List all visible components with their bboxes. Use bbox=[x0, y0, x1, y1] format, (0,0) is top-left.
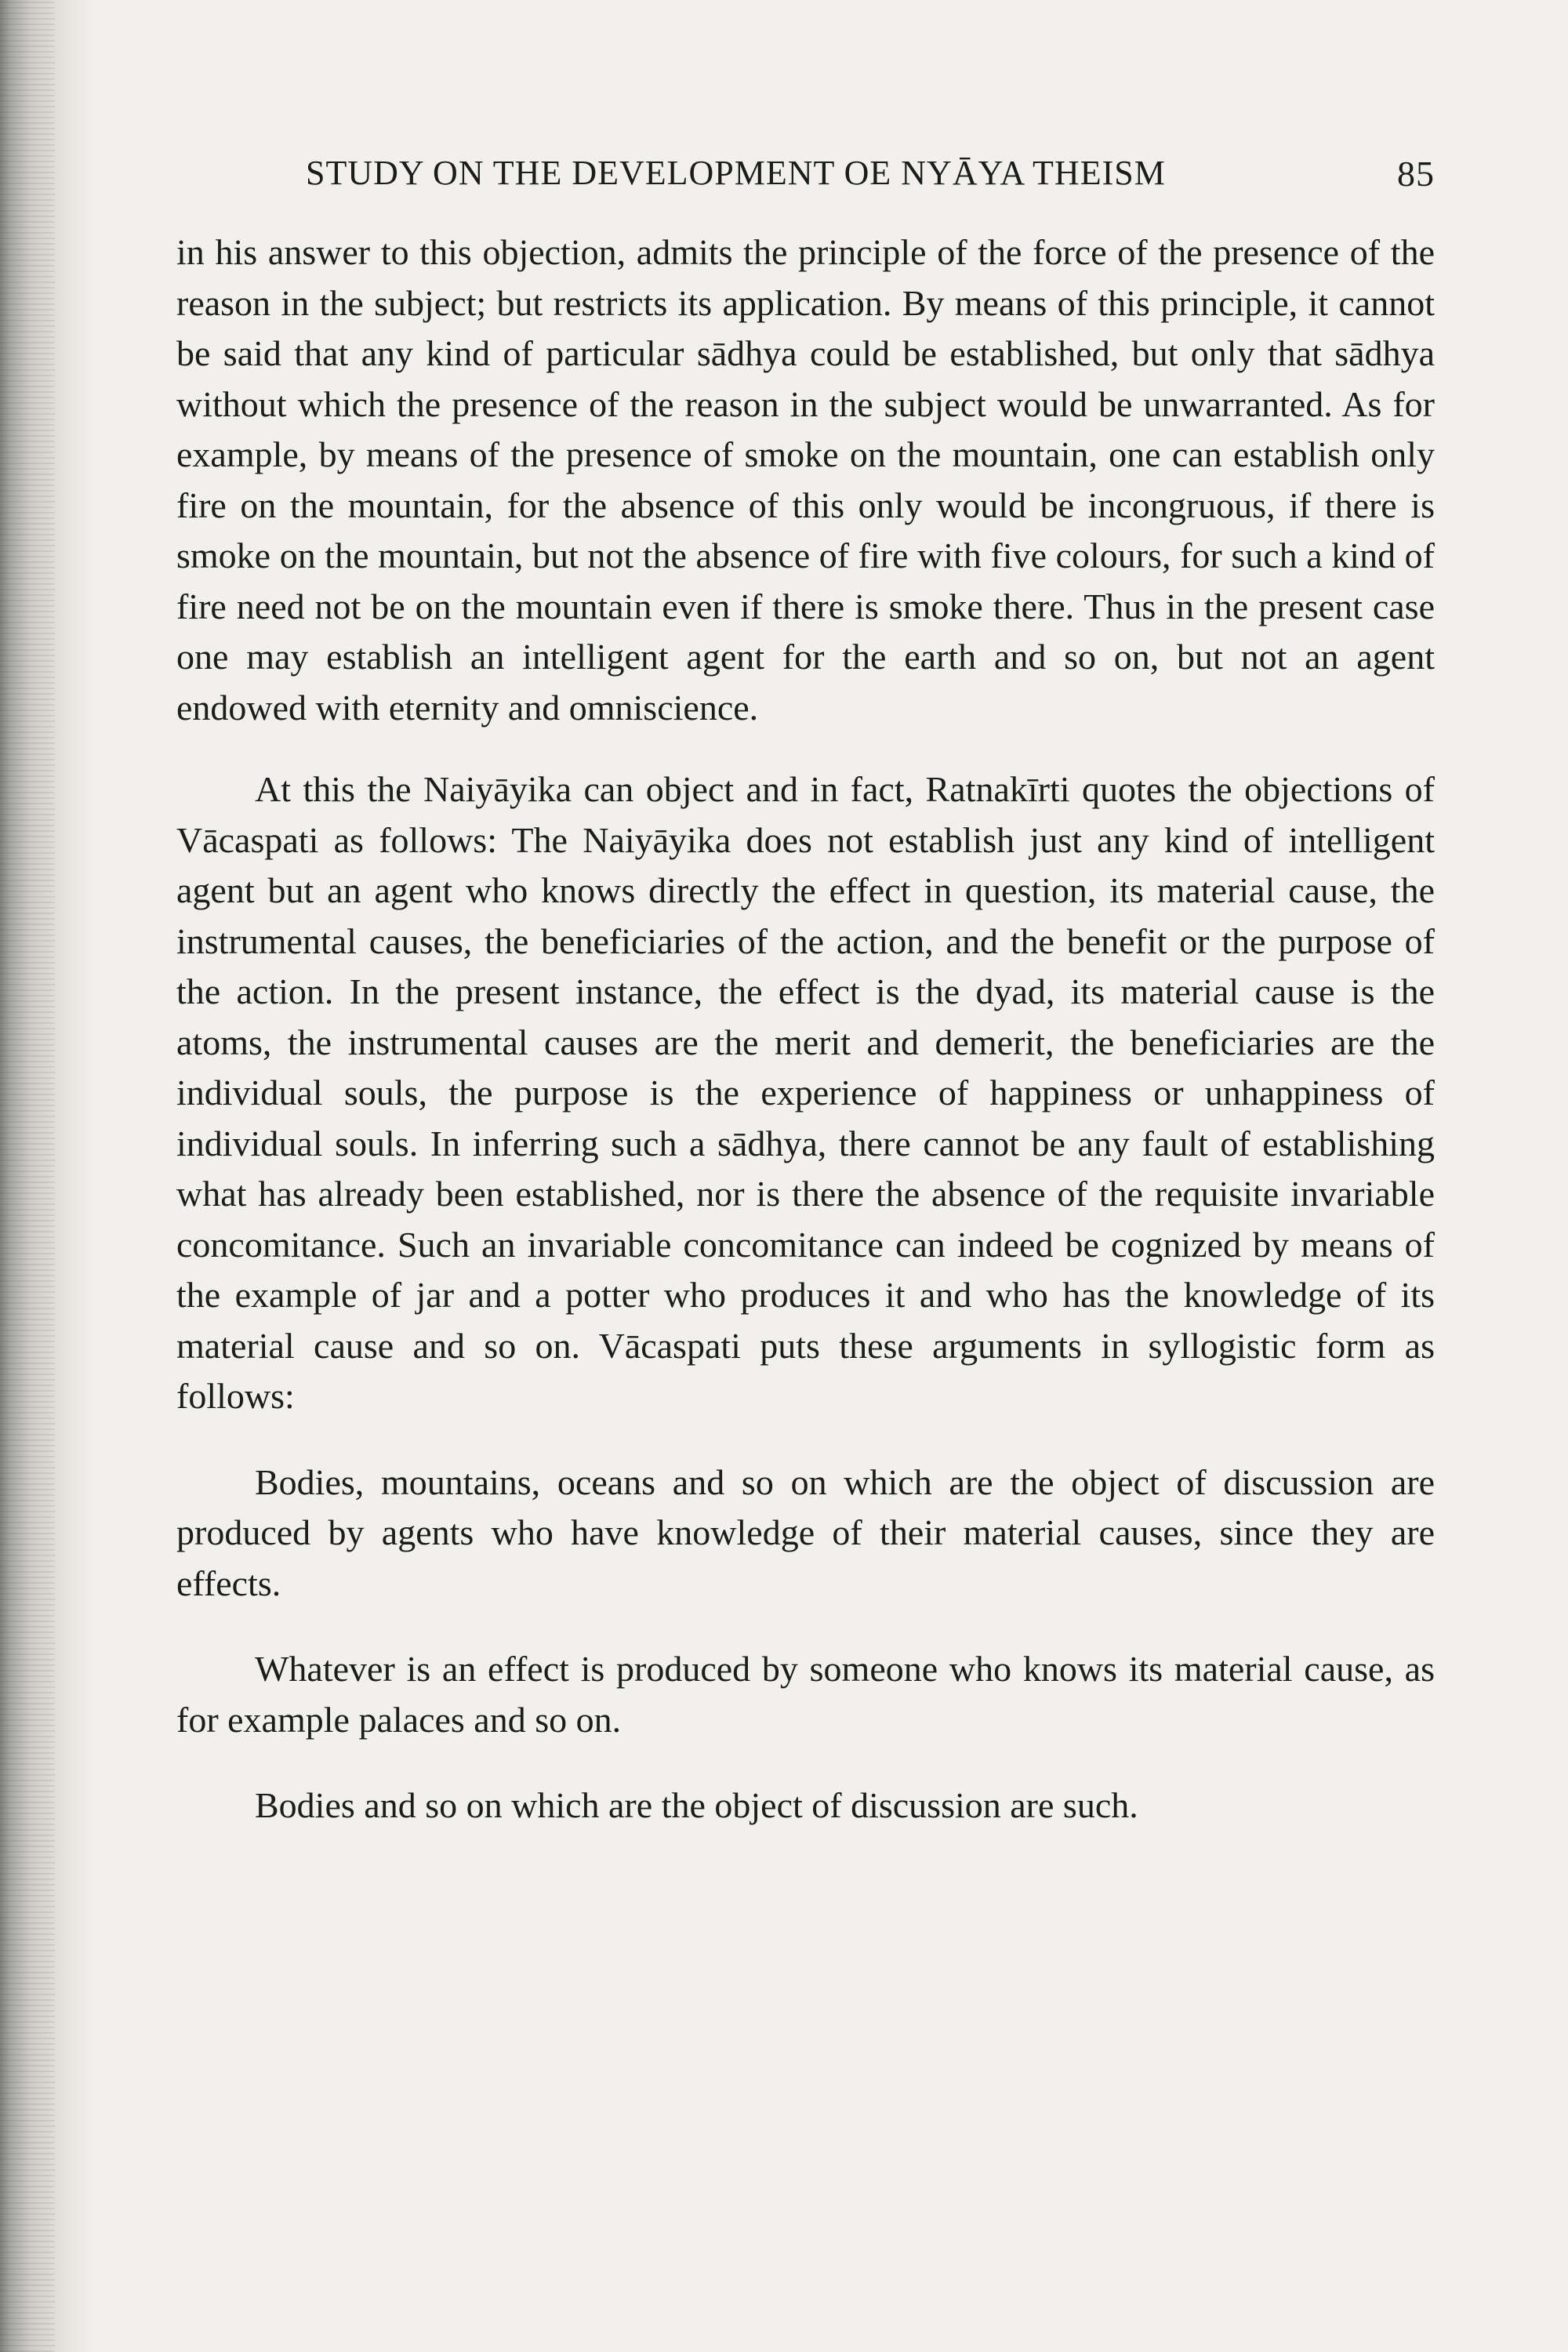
syllogism-reason: Whatever is an effect is produced by someone who knows its material cause, as for example palaces and so on. bbox=[176, 1649, 1435, 1740]
running-head bbox=[176, 153, 1435, 208]
paragraph: At this the Naiyāyika can object and in fact, Ratnakīrti quotes the objections of Vācaspati as follows: The Naiyāyika does not establish just any kind of intelligent agent but an agent who knows directly the effect in question, its material cause, the instrumental causes, the beneficiaries of the action, and the benefit or the purpose of the action. In the present instance, the effect is the dyad, its material cause is the atoms, the instrumental causes are the merit and demerit, the beneficiaries are the individual souls, the purpose is the experience of happiness or unhappiness of individual souls. In inferring such a sādhya, there cannot be any fault of establishing what has already been established, nor is there the absence of the requisite invariable concomitance. Such an invariable concomitance can indeed be cognized by means of the example of jar and a potter who produces it and who has the knowledge of its material cause and so on. Vācaspati puts these arguments in syllogistic form as follows: bbox=[176, 769, 1435, 1416]
scan-grain bbox=[0, 0, 55, 2352]
syllogism-premise: Bodies, mountains, oceans and so on which are the object of discussion are produced by agents who have knowledge of their material causes, since they are effects. bbox=[176, 1461, 1435, 1603]
page-number: 85 bbox=[1397, 154, 1435, 194]
book-page bbox=[176, 153, 1435, 1831]
running-head-title: STUDY ON THE DEVELOPMENT OE NYĀYA THEISM bbox=[306, 154, 1166, 192]
syllogism-application: Bodies and so on which are the object of discussion are such. bbox=[255, 1785, 1138, 1825]
body-text bbox=[176, 227, 1435, 1831]
paragraph-continued: in his answer to this objection, admits the principle of the force of the presence of the reason in the subject; but restricts its application. By means of this principle, it cannot be said that any kind of particular sādhya could be established, but only that sādhya without which the presence of the reason in the subject would be unwarranted. As for example, by means of the presence of smoke on the mountain, one can establish only fire on the mountain, for the absence of this only would be incongruous, if there is smoke on the mountain, but not the absence of fire with five colours, for such a kind of fire need not be on the mountain even if there is smoke there. Thus in the present case one may establish an intelligent agent for the earth and so on, but not an agent endowed with eternity and omniscience. bbox=[176, 232, 1435, 728]
